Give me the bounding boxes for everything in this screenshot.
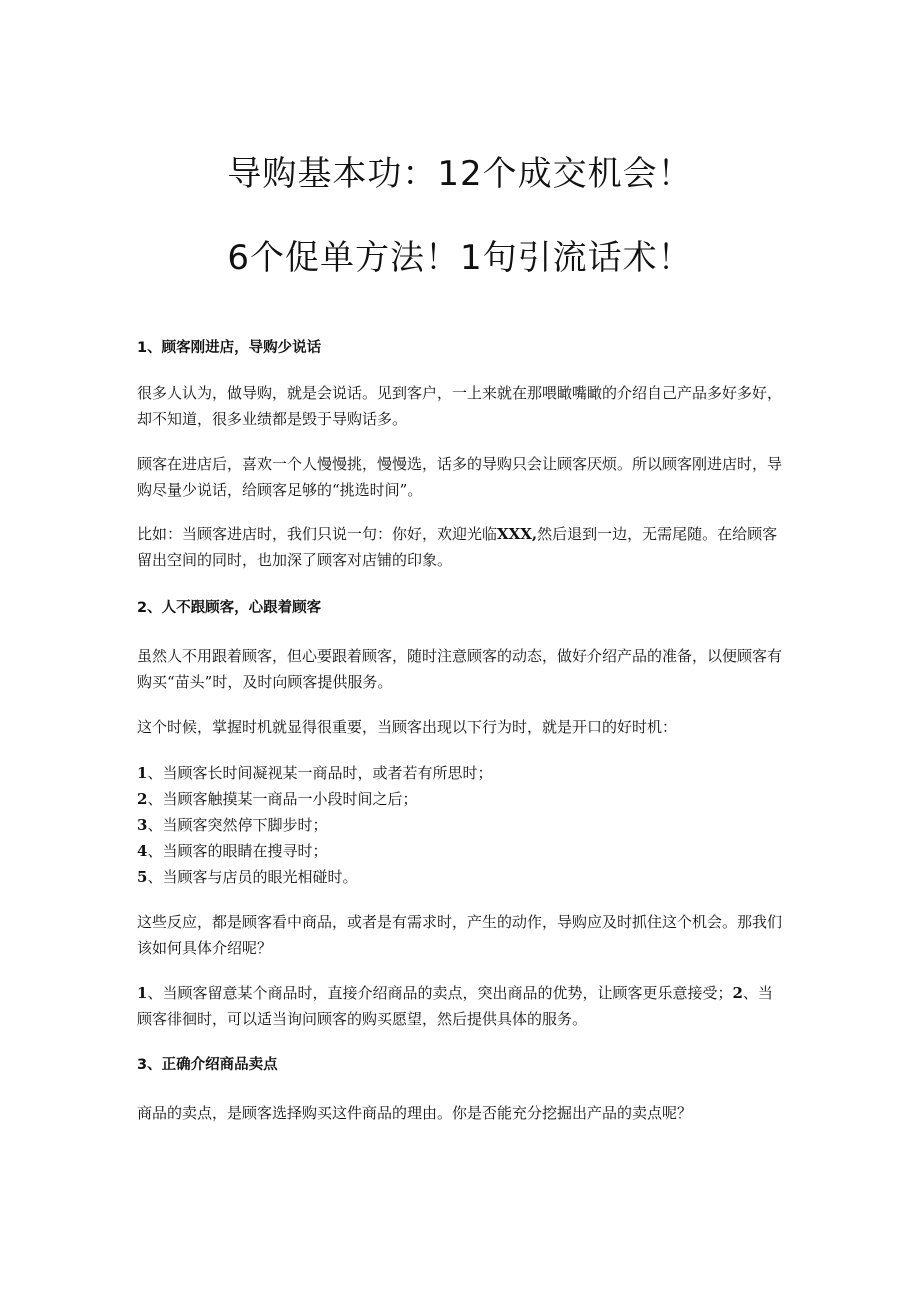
section-3-paragraph-1: 商品的卖点，是顾客选择购买这件商品的理由。你是否能充分挖掘出产品的卖点呢？ (137, 1104, 693, 1122)
section-1-paragraph-3-text-a: 比如：当顾客进店时，我们只说一句：你好，欢迎光临 (137, 525, 498, 543)
list-item: 2、当顾客触摸某一商品一小段时间之后； (137, 790, 418, 808)
section-2-paragraph-2: 这个时候，掌握时机就显得很重要，当顾客出现以下行为时，就是开口的好时机： (137, 718, 678, 736)
section-2-heading: 2、人不跟顾客，心跟着顾客 (137, 600, 322, 616)
section-2-paragraph-4-number-2: 2 (732, 984, 743, 1002)
section-1-paragraph-3-bold: XXX, (497, 525, 538, 543)
list-item: 3、当顾客突然停下脚步时； (137, 816, 328, 834)
section-1-paragraph-3-text-b: 然后退到一边，无需尾随。在给顾客留出空间的同时，也加深了顾客对店铺的印象。 (137, 525, 778, 569)
document-title-line-2: 6个促单方法！1句引流话术！ (227, 238, 693, 278)
section-2-paragraph-3: 这些反应，都是顾客看中商品，或者是有需求时，产生的动作，导购应及时抓住这个机会。那我们该如何具体介绍呢？ (137, 913, 783, 957)
list-item: 4、当顾客的眼睛在搜寻时； (137, 842, 328, 860)
document-title-line-1: 导购基本功：12个成交机会！ (227, 154, 693, 194)
section-2-list (137, 760, 787, 890)
section-2-paragraph-1: 虽然人不用跟着顾客，但心要跟着顾客，随时注意顾客的动态，做好介绍产品的准备，以便顾客有购买“苗头”时，及时向顾客提供服务。 (137, 647, 783, 691)
section-1-paragraph-1: 很多人认为，做导购，就是会说话。见到客户，一上来就在那喂瞰嘴瞰的介绍自己产品多好多好，却不知道，很多业绩都是毁于导购话多。 (137, 384, 783, 428)
list-item: 5、当顾客与店员的眼光相碰时。 (137, 868, 358, 886)
section-2-paragraph-4-number-1: 1 (137, 984, 148, 1002)
section-2-paragraph-4 (137, 980, 787, 1032)
section-2-paragraph-4-text-1: 、当顾客留意某个商品时，直接介绍商品的卖点，突出商品的优势，让顾客更乐意接受； (147, 984, 733, 1002)
section-3-heading: 3、正确介绍商品卖点 (137, 1057, 278, 1073)
section-2-paragraph-4-text-2: 、当顾客徘徊时，可以适当询问顾客的购买愿望，然后提供具体的服务。 (137, 984, 773, 1028)
section-1-paragraph-2: 顾客在进店后，喜欢一个人慢慢挑，慢慢选，话多的导购只会让顾客厌烦。所以顾客刚进店时，导购尽量少说话，给顾客足够的“挑选时间”。 (137, 455, 783, 499)
section-1-paragraph-3 (137, 521, 787, 573)
section-1-heading: 1、顾客刚进店，导购少说话 (137, 340, 322, 356)
list-item: 1、当顾客长时间凝视某一商品时，或者若有所思时； (137, 764, 493, 782)
